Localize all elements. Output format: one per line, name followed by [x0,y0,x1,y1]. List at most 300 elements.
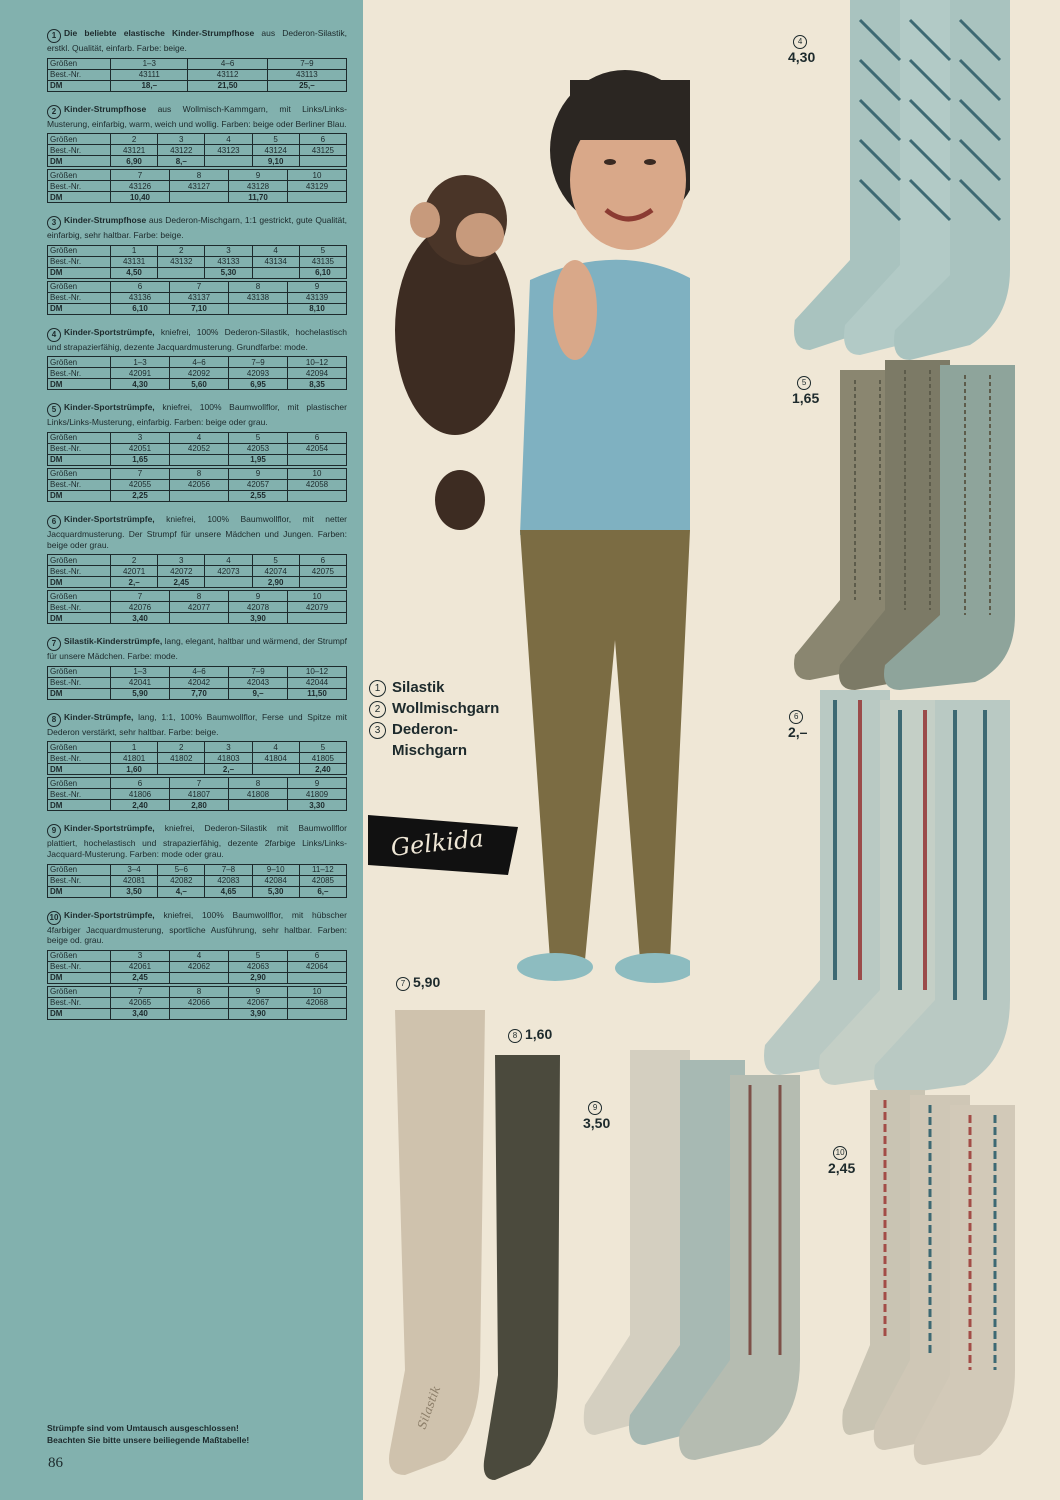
table-cell: 21,50 [188,80,267,91]
table-cell: 42066 [170,997,229,1008]
table-cell: 1–3 [111,58,188,69]
price-tag-5: 5 1,65 [792,378,820,406]
table-cell [252,764,299,775]
product-description [47,215,347,241]
row-header: Größen [48,245,111,256]
row-header: Größen [48,170,111,181]
table-cell: 2,90 [229,972,288,983]
price-value: 2,– [788,724,808,740]
table-cell: 43111 [111,69,188,80]
table-cell: 2,45 [111,972,170,983]
sock-8-illustration [480,1055,570,1485]
price-tag-8: 8 1,60 [508,1026,552,1043]
table-cell: 42078 [229,602,288,613]
table-row [48,145,347,156]
size-table [47,741,347,775]
table-cell: 42062 [170,961,229,972]
table-cell: 25,– [267,80,346,91]
table-row [48,181,347,192]
table-cell [170,972,229,983]
table-cell: 1,95 [229,454,288,465]
table-cell: 42056 [170,479,229,490]
row-header: Größen [48,432,111,443]
table-cell: 6 [288,432,347,443]
table-row [48,156,347,167]
table-cell: 4–6 [170,666,229,677]
size-table [47,356,347,390]
product-desc-text: kniefrei, 100% Dederon-Silastik, hochelastisch und strapazierfähig, dezente Jacquardmusterung. Grundfarbe: mode. [47,326,347,352]
table-cell: 9 [229,170,288,181]
row-header: Best.-Nr. [48,69,111,80]
row-header: DM [48,303,111,314]
table-cell: 42082 [158,875,205,886]
table-cell: 42075 [299,566,346,577]
table-cell: 42058 [288,479,347,490]
table-cell: 41809 [288,789,347,800]
table-row [48,666,347,677]
table-cell: 6,– [299,886,346,897]
table-cell: 6 [299,555,346,566]
product-info-panel [0,0,363,1500]
table-cell: 3,90 [229,613,288,624]
row-header: Best.-Nr. [48,145,111,156]
page-number: 86 [48,1455,63,1471]
row-header: Best.-Nr. [48,753,111,764]
product-description [47,104,347,130]
row-header: Best.-Nr. [48,443,111,454]
table-cell: 4,30 [111,379,170,390]
table-cell [170,1008,229,1019]
size-table [47,554,347,588]
product-desc-text: kniefrei, 100% Baumwollflor, mit plastischer Links/Links-Musterung, einfarbig. Farben: beige oder grau. [47,402,347,428]
table-row [48,997,347,1008]
price-value: 5,90 [413,974,441,990]
table-cell: 42092 [170,368,229,379]
sock-9-illustration [580,1045,830,1465]
row-header: DM [48,764,111,775]
table-cell: 10–12 [288,666,347,677]
product-10 [47,910,347,1020]
product-9 [47,823,347,897]
table-cell: 5 [299,245,346,256]
table-cell: 2,45 [158,577,205,588]
row-header: Größen [48,778,111,789]
product-title: Kinder-Sportstrümpfe, [64,909,155,920]
price-tag-10: 10 2,45 [828,1148,856,1176]
row-header: DM [48,80,111,91]
table-cell: 7 [111,986,170,997]
table-cell: 43133 [205,256,252,267]
table-cell: 41807 [170,789,229,800]
table-cell: 4,50 [111,267,158,278]
table-cell: 3,50 [111,886,158,897]
size-table [47,590,347,624]
table-cell: 43113 [267,69,346,80]
product-8 [47,712,347,812]
product-desc-text: aus Dederon-Mischgarn, 1:1 gestrickt, gute Qualität, einfarbig, sehr haltbar. Farbe: beige. [47,215,347,241]
table-cell: 7–9 [267,58,346,69]
row-header: DM [48,688,111,699]
product-number: 7 [47,637,61,651]
product-title: Silastik-Kinderstrümpfe, [64,636,163,647]
table-cell [158,764,205,775]
table-cell: 9 [229,468,288,479]
table-cell: 11–12 [299,864,346,875]
table-cell: 42057 [229,479,288,490]
table-cell: 43124 [252,145,299,156]
table-cell: 8 [170,170,229,181]
table-cell: 43127 [170,181,229,192]
fiber-legend-item: 3 Dederon- [369,719,499,740]
row-header: Größen [48,591,111,602]
table-cell: 3 [158,555,205,566]
row-header: Best.-Nr. [48,789,111,800]
row-header: Größen [48,58,111,69]
table-row [48,677,347,688]
price-value: 1,60 [525,1026,553,1042]
table-cell: 9–10 [252,864,299,875]
price-tag-9: 9 3,50 [583,1103,611,1131]
table-cell: 10,40 [111,192,170,203]
table-cell: 42052 [170,443,229,454]
table-cell: 11,70 [229,192,288,203]
table-cell: 42063 [229,961,288,972]
table-row [48,764,347,775]
product-title: Kinder-Strümpfe, [64,711,134,722]
table-row [48,281,347,292]
table-row [48,357,347,368]
table-cell: 43128 [229,181,288,192]
row-header: Größen [48,742,111,753]
table-row [48,432,347,443]
price-value: 4,30 [788,49,816,65]
table-cell [205,156,252,167]
table-cell: 1–3 [111,666,170,677]
row-header: DM [48,454,111,465]
row-header: DM [48,192,111,203]
table-cell: 10 [288,591,347,602]
table-row [48,192,347,203]
table-row [48,886,347,897]
table-cell: 4–6 [170,357,229,368]
size-table [47,666,347,700]
table-cell: 3 [111,432,170,443]
table-row [48,1008,347,1019]
row-header: DM [48,1008,111,1019]
sweater-shape [520,260,690,535]
table-cell: 3,40 [111,613,170,624]
table-row [48,454,347,465]
table-cell: 4,– [158,886,205,897]
table-cell: 8 [170,986,229,997]
table-cell: 42074 [252,566,299,577]
fiber-legend-item: 1 Silastik [369,677,499,698]
table-cell: 42093 [229,368,288,379]
table-cell: 7,70 [170,688,229,699]
table-cell: 1 [111,245,158,256]
table-cell [229,800,288,811]
product-description [47,823,347,859]
product-5 [47,402,347,502]
price-tag-4: 4 4,30 [788,37,816,65]
table-cell: 1–3 [111,357,170,368]
table-cell: 9 [288,778,347,789]
table-cell: 4 [170,432,229,443]
table-cell: 43136 [111,292,170,303]
footnote-line: Beachten Sie bitte unsere beiliegende Maßtabelle! [47,1435,250,1445]
row-header: DM [48,577,111,588]
table-cell: 10 [288,468,347,479]
table-row [48,613,347,624]
product-title: Kinder-Sportstrümpfe, [64,326,155,337]
table-cell: 4–6 [188,58,267,69]
table-cell: 2,55 [229,490,288,501]
table-cell: 43123 [205,145,252,156]
row-header: Größen [48,357,111,368]
table-cell: 42042 [170,677,229,688]
table-row [48,379,347,390]
table-row [48,800,347,811]
table-cell: 42055 [111,479,170,490]
table-cell: 42081 [111,875,158,886]
table-cell: 10 [288,986,347,997]
table-row [48,256,347,267]
table-cell: 2,– [205,764,252,775]
product-number: 8 [47,713,61,727]
table-cell: 4,65 [205,886,252,897]
product-title: Kinder-Sportstrümpfe, [64,513,155,524]
table-row [48,368,347,379]
product-description [47,712,347,738]
product-2 [47,104,347,204]
size-table [47,468,347,502]
size-table [47,58,347,92]
table-cell [170,454,229,465]
table-cell: 42067 [229,997,288,1008]
product-1 [47,28,347,92]
row-header: DM [48,972,111,983]
table-cell: 43138 [229,292,288,303]
table-cell: 4 [205,555,252,566]
table-row [48,490,347,501]
row-header: Best.-Nr. [48,479,111,490]
table-cell: 3–4 [111,864,158,875]
price-value: 3,50 [583,1115,611,1131]
table-cell: 7 [111,170,170,181]
table-cell: 41804 [252,753,299,764]
table-cell: 2 [158,742,205,753]
table-cell: 8,35 [288,379,347,390]
table-cell: 41806 [111,789,170,800]
sock-10-illustration [840,1090,1040,1470]
row-header: Best.-Nr. [48,875,111,886]
table-cell: 43131 [111,256,158,267]
table-cell [288,490,347,501]
size-table [47,950,347,984]
table-cell: 8,10 [288,303,347,314]
table-cell: 41802 [158,753,205,764]
table-cell: 9 [229,591,288,602]
table-row [48,577,347,588]
table-cell: 5 [252,134,299,145]
row-header: Best.-Nr. [48,997,111,1008]
product-number: 2 [47,105,61,119]
product-list [47,28,347,1032]
table-cell: 41805 [299,753,346,764]
table-row [48,778,347,789]
table-cell: 9,– [229,688,288,699]
table-cell: 42079 [288,602,347,613]
row-header: Best.-Nr. [48,256,111,267]
table-cell: 5 [229,432,288,443]
table-row [48,950,347,961]
table-cell: 3 [205,742,252,753]
product-title: Die beliebte elastische Kinder-Strumpfhose [64,28,255,38]
table-cell: 7 [111,591,170,602]
table-cell [288,454,347,465]
table-row [48,591,347,602]
table-row [48,292,347,303]
table-cell: 7–8 [205,864,252,875]
product-number: 1 [47,29,61,43]
table-cell [288,1008,347,1019]
row-header: Best.-Nr. [48,566,111,577]
table-cell: 10 [288,170,347,181]
table-cell: 42044 [288,677,347,688]
table-cell [288,192,347,203]
row-header: Best.-Nr. [48,292,111,303]
table-cell: 42061 [111,961,170,972]
table-cell: 42071 [111,566,158,577]
table-row [48,303,347,314]
fiber-legend-item: 2 Wollmischgarn [369,698,499,719]
table-row [48,170,347,181]
row-header: DM [48,267,111,278]
table-cell: 2 [158,245,205,256]
table-cell: 6,10 [299,267,346,278]
table-cell: 3 [205,245,252,256]
product-desc-text: lang, elegant, haltbar und wärmend, der Strumpf für unsere Mädchen. Farbe: mode. [47,636,348,662]
row-header: Größen [48,950,111,961]
sock-5-illustration [790,360,1030,690]
logo-wordmark: Gelkida [389,824,485,862]
table-row [48,80,347,91]
fiber-legend [369,677,499,761]
sock-6-illustration [760,680,1040,1100]
table-cell: 5,30 [205,267,252,278]
table-cell: 4 [252,245,299,256]
table-row [48,443,347,454]
table-cell [170,192,229,203]
table-cell: 42041 [111,677,170,688]
table-cell: 42064 [288,961,347,972]
table-cell: 42051 [111,443,170,454]
table-cell: 43112 [188,69,267,80]
table-cell: 43137 [170,292,229,303]
table-cell: 6,90 [111,156,158,167]
table-row [48,688,347,699]
product-number: 9 [47,824,61,838]
product-description [47,636,347,662]
table-cell [288,972,347,983]
table-cell: 42083 [205,875,252,886]
row-header: Größen [48,555,111,566]
sock-label: Silastik [414,1383,444,1432]
table-row [48,555,347,566]
table-cell: 43125 [299,145,346,156]
row-header: Größen [48,468,111,479]
row-header: Best.-Nr. [48,677,111,688]
row-header: Größen [48,281,111,292]
row-header: DM [48,613,111,624]
table-cell: 4 [170,950,229,961]
table-cell [170,613,229,624]
table-row [48,961,347,972]
table-row [48,468,347,479]
table-cell: 4 [252,742,299,753]
table-cell: 2 [111,134,158,145]
price-value: 1,65 [792,390,820,406]
table-cell: 9 [288,281,347,292]
table-cell: 3,30 [288,800,347,811]
table-cell: 41808 [229,789,288,800]
table-cell: 42085 [299,875,346,886]
table-row [48,69,347,80]
table-row [48,875,347,886]
table-cell: 5,30 [252,886,299,897]
table-cell: 6 [299,134,346,145]
table-cell: 42068 [288,997,347,1008]
product-desc-text: aus Wollmisch-Kammgarn, mit Links/Links-Musterung, einfarbig, warm, weich und wollig. Farben: beige oder Berliner Blau. [47,103,347,129]
size-table [47,864,347,898]
table-cell: 3 [111,950,170,961]
table-cell: 2,40 [111,800,170,811]
table-cell: 43139 [288,292,347,303]
table-row [48,245,347,256]
product-description [47,327,347,353]
table-cell: 7,10 [170,303,229,314]
table-cell: 7–9 [229,357,288,368]
product-description [47,402,347,428]
table-cell [158,267,205,278]
table-cell: 11,50 [288,688,347,699]
table-cell: 8 [170,468,229,479]
table-cell: 42073 [205,566,252,577]
table-cell: 18,– [111,80,188,91]
table-cell: 41801 [111,753,158,764]
row-header: Best.-Nr. [48,961,111,972]
table-cell: 6 [111,778,170,789]
table-cell: 8 [229,778,288,789]
row-header: Größen [48,986,111,997]
table-row [48,479,347,490]
table-row [48,753,347,764]
row-header: Größen [48,666,111,677]
table-cell: 6 [111,281,170,292]
table-cell: 43129 [288,181,347,192]
table-row [48,864,347,875]
table-cell: 2,– [111,577,158,588]
product-number: 3 [47,216,61,230]
table-cell: 7 [170,778,229,789]
product-number: 5 [47,403,61,417]
table-row [48,134,347,145]
table-row [48,602,347,613]
table-row [48,742,347,753]
product-desc-text: kniefrei, 100% Baumwollflor, mit netter Jacquardmusterung. Der Strumpf für unsere Mädchen und Jungen. Farben: beige oder grau. [47,513,347,550]
table-cell: 5,60 [170,379,229,390]
product-6 [47,514,347,624]
